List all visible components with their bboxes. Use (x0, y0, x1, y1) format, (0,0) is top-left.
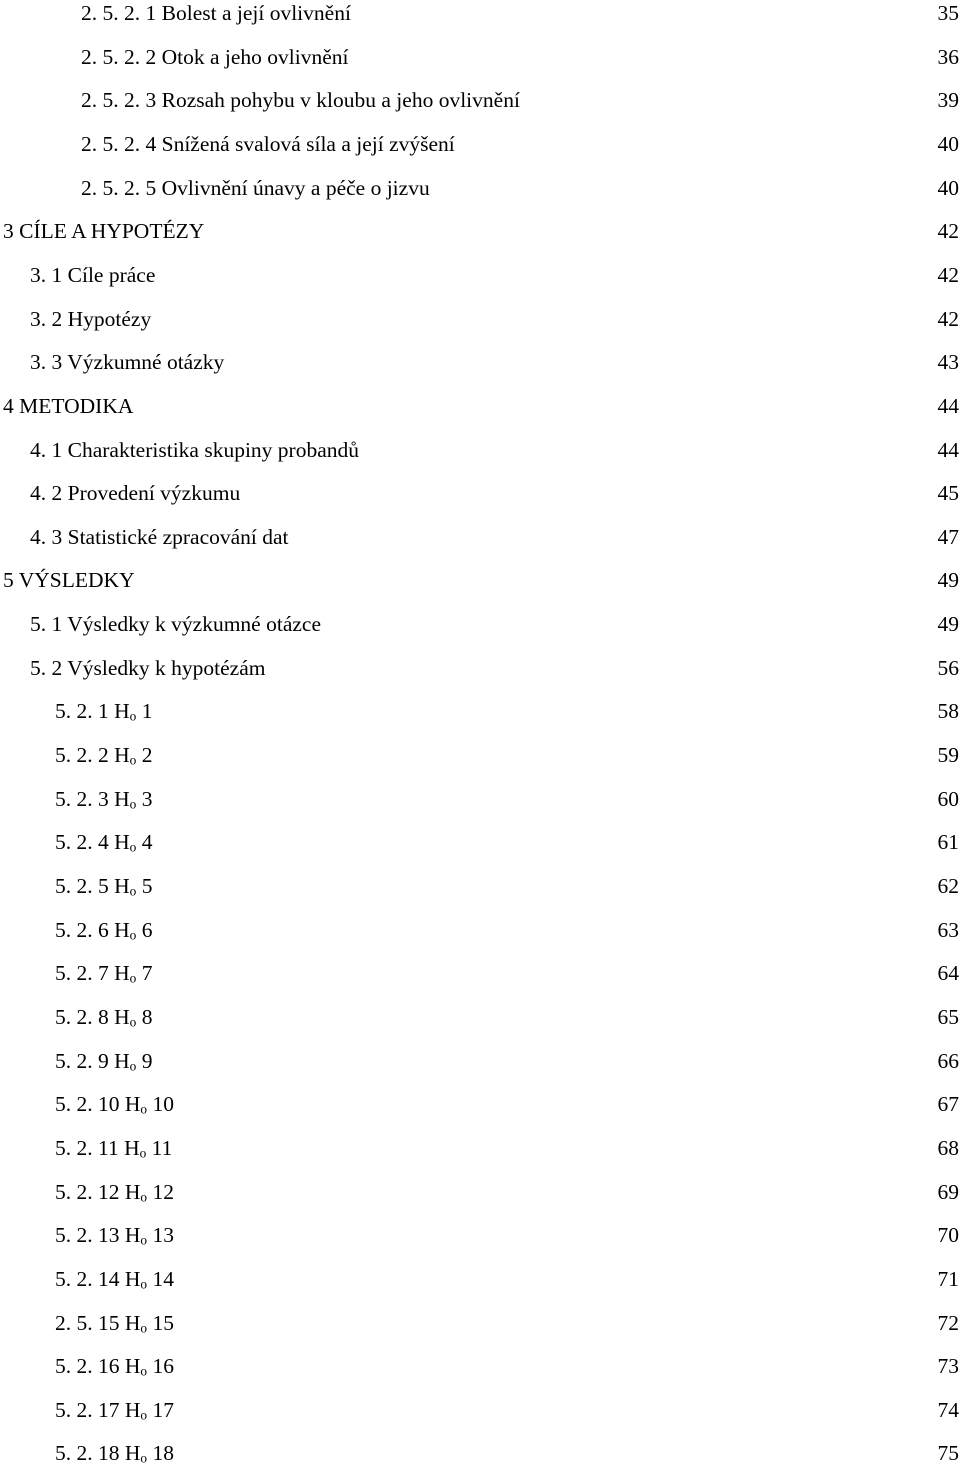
toc-entry-title: H (125, 1267, 141, 1291)
toc-entry-suffix: 14 (152, 1267, 174, 1291)
toc-entry-label (55, 912, 152, 948)
toc-entry-number: 5 (3, 568, 14, 592)
toc-entry-number: 5. 2. 17 (55, 1398, 120, 1422)
toc-page-number: 75 (938, 1435, 960, 1471)
toc-entry-number: 4. 1 (30, 438, 62, 462)
toc-entry-suffix: 4 (142, 830, 153, 854)
toc-entry-title: H (114, 1049, 130, 1073)
toc-page-number: 63 (938, 912, 960, 948)
toc-entry-label (3, 562, 135, 598)
toc-entry-suffix: 12 (152, 1180, 174, 1204)
toc-entry-label (30, 650, 266, 686)
toc-entry-number: 5. 2. 9 (55, 1049, 109, 1073)
toc-entry-label (30, 301, 151, 337)
toc-entry[interactable] (0, 868, 960, 904)
toc-entry-subscript: o (130, 709, 137, 724)
toc-page-number: 45 (938, 475, 960, 511)
toc-entry-title: Bolest a její ovlivnění (162, 1, 351, 25)
toc-entry-number: 5. 2 (30, 656, 62, 680)
toc-entry-label (81, 0, 351, 31)
toc-entry-number: 5. 2. 14 (55, 1267, 120, 1291)
toc-entry[interactable] (0, 1392, 960, 1428)
toc-entry[interactable] (0, 170, 960, 206)
toc-entry-label (55, 1130, 172, 1166)
toc-entry-suffix: 11 (152, 1136, 173, 1160)
toc-entry-number: 2. 5. 2. 3 (81, 88, 156, 112)
toc-entry-title: Provedení výzkumu (68, 481, 241, 505)
toc-page-number: 69 (938, 1174, 960, 1210)
toc-entry-number: 5. 2. 7 (55, 961, 109, 985)
toc-entry-number: 5. 2. 10 (55, 1092, 120, 1116)
toc-entry[interactable] (0, 562, 960, 598)
toc-entry-label (55, 1392, 174, 1428)
toc-page-number: 35 (938, 0, 960, 31)
toc-entry[interactable] (0, 126, 960, 162)
toc-entry-subscript: o (140, 1276, 147, 1291)
toc-page-number: 56 (938, 650, 960, 686)
toc-page-number: 42 (938, 213, 960, 249)
toc-page-number: 42 (938, 301, 960, 337)
toc-entry-number: 4 (3, 394, 14, 418)
toc-entry-label (55, 1305, 174, 1341)
toc-entry-suffix: 17 (152, 1398, 174, 1422)
toc-entry-title: H (125, 1180, 141, 1204)
toc-page-number: 73 (938, 1348, 960, 1384)
toc-entry-number: 5. 2. 3 (55, 787, 109, 811)
toc-entry-title: Statistické zpracování dat (68, 525, 289, 549)
toc-entry[interactable] (0, 1043, 960, 1079)
toc-page-number: 66 (938, 1043, 960, 1079)
toc-entry[interactable] (0, 650, 960, 686)
toc-entry-label (55, 1043, 152, 1079)
toc-entry[interactable] (0, 39, 960, 75)
toc-entry-title: H (114, 961, 130, 985)
toc-entry-label (81, 126, 455, 162)
toc-entry-subscript: o (140, 1102, 147, 1117)
toc-entry-label (81, 39, 349, 75)
toc-entry-title: H (125, 1398, 141, 1422)
toc-entry-label (3, 213, 204, 249)
toc-entry-label (3, 388, 133, 424)
toc-entry[interactable] (0, 257, 960, 293)
toc-entry[interactable] (0, 0, 960, 31)
toc-entry-suffix: 15 (152, 1311, 174, 1335)
toc-entry-title: H (114, 1005, 130, 1029)
toc-page-number: 43 (938, 344, 960, 380)
toc-entry-label (30, 606, 321, 642)
toc-page-number: 71 (938, 1261, 960, 1297)
toc-entry-label (55, 1217, 174, 1253)
toc-entry-label (55, 1174, 174, 1210)
toc-page-number: 59 (938, 737, 960, 773)
toc-entry-title: Ovlivnění únavy a péče o jizvu (162, 176, 430, 200)
toc-entry-number: 5. 2. 16 (55, 1354, 120, 1378)
toc-page-number: 40 (938, 126, 960, 162)
toc-entry-label (30, 432, 359, 468)
toc-page-number: 40 (938, 170, 960, 206)
toc-entry-title: H (125, 1311, 141, 1335)
toc-entry[interactable] (0, 606, 960, 642)
toc-entry-title: Snížená svalová síla a její zvýšení (162, 132, 455, 156)
toc-entry-label (55, 1435, 174, 1471)
toc-page-number: 65 (938, 999, 960, 1035)
toc-entry[interactable] (0, 519, 960, 555)
toc-page-number: 36 (938, 39, 960, 75)
toc-entry-label (55, 1086, 174, 1122)
toc-entry-suffix: 8 (142, 1005, 153, 1029)
toc-entry-subscript: o (130, 1058, 137, 1073)
toc-page-number: 68 (938, 1130, 960, 1166)
toc-entry-suffix: 13 (152, 1223, 174, 1247)
toc-entry[interactable] (0, 1435, 960, 1471)
toc-entry-title: H (125, 1092, 141, 1116)
toc-entry-title: VÝSLEDKY (19, 568, 135, 592)
toc-entry-subscript: o (130, 1014, 137, 1029)
toc-page-number: 67 (938, 1086, 960, 1122)
toc-entry-label (30, 475, 240, 511)
toc-page-number: 49 (938, 562, 960, 598)
toc-entry-title: Rozsah pohybu v kloubu a jeho ovlivnění (162, 88, 520, 112)
toc-entry-number: 5. 2. 8 (55, 1005, 109, 1029)
toc-entry-title: H (125, 1441, 141, 1465)
toc-entry-suffix: 10 (152, 1092, 174, 1116)
toc-entry-number: 3 (3, 219, 14, 243)
toc-entry-subscript: o (130, 796, 137, 811)
toc-entry-suffix: 7 (142, 961, 153, 985)
toc-entry-label (55, 781, 152, 817)
toc-entry[interactable] (0, 82, 960, 118)
toc-entry[interactable] (0, 1217, 960, 1253)
toc-entry-label (30, 257, 155, 293)
toc-entry-title: H (114, 874, 130, 898)
toc-entry-number: 5. 2. 5 (55, 874, 109, 898)
toc-entry-number: 5. 2. 12 (55, 1180, 120, 1204)
toc-entry[interactable] (0, 1348, 960, 1384)
toc-entry-subscript: o (140, 1145, 147, 1160)
toc-page-number: 61 (938, 824, 960, 860)
toc-entry[interactable] (0, 693, 960, 729)
toc-entry-number: 2. 5. 2. 2 (81, 45, 156, 69)
toc-entry[interactable] (0, 432, 960, 468)
toc-entry-suffix: 18 (152, 1441, 174, 1465)
toc-entry-label (55, 1261, 174, 1297)
toc-entry-subscript: o (140, 1233, 147, 1248)
toc-entry-title: Výsledky k výzkumné otázce (67, 612, 321, 636)
toc-entry-subscript: o (140, 1451, 147, 1466)
toc-entry-number: 5. 2. 13 (55, 1223, 120, 1247)
toc-entry[interactable] (0, 475, 960, 511)
toc-page-number: 64 (938, 955, 960, 991)
toc-entry[interactable] (0, 1305, 960, 1341)
toc-entry-title: H (125, 1223, 141, 1247)
toc-entry[interactable] (0, 1130, 960, 1166)
toc-entry-number: 2. 5. 15 (55, 1311, 120, 1335)
toc-entry-title: CÍLE A HYPOTÉZY (19, 219, 204, 243)
toc-entry-number: 5. 2. 2 (55, 743, 114, 767)
toc-page-number: 44 (938, 388, 960, 424)
toc-page-number: 72 (938, 1305, 960, 1341)
toc-page-number: 47 (938, 519, 960, 555)
toc-entry-subscript: o (140, 1407, 147, 1422)
toc-entry-subscript: o (130, 752, 137, 767)
toc-page-number: 60 (938, 781, 960, 817)
toc-entry[interactable] (0, 301, 960, 337)
toc-entry-title: Charakteristika skupiny probandů (68, 438, 359, 462)
toc-entry[interactable] (0, 824, 960, 860)
toc-entry[interactable] (0, 388, 960, 424)
toc-entry[interactable] (0, 737, 960, 773)
toc-entry-title: METODIKA (19, 394, 133, 418)
toc-entry[interactable] (0, 912, 960, 948)
toc-entry-title: Cíle práce (68, 263, 156, 287)
toc-entry-subscript: o (130, 971, 137, 986)
toc-entry[interactable] (0, 344, 960, 380)
toc-entry-title: H (124, 1136, 140, 1160)
toc-entry-subscript: o (140, 1320, 147, 1335)
toc-page-number: 42 (938, 257, 960, 293)
toc-entry-suffix: 1 (142, 699, 153, 723)
toc-entry-number: 4. 3 (30, 525, 62, 549)
toc-entry-number: 2. 5. 2. 5 (81, 176, 156, 200)
toc-entry-number: 3. 1 (30, 263, 62, 287)
toc-entry-subscript: o (140, 1364, 147, 1379)
toc-entry[interactable] (0, 999, 960, 1035)
toc-entry-title: H (114, 787, 130, 811)
toc-entry-number: 5. 2. 11 (55, 1136, 119, 1160)
toc-entry[interactable] (0, 1086, 960, 1122)
toc-entry-label (55, 999, 152, 1035)
toc-entry-label (55, 737, 152, 773)
toc-entry-number: 4. 2 (30, 481, 62, 505)
toc-entry-label (30, 519, 289, 555)
toc-page-number: 49 (938, 606, 960, 642)
toc-entry-label (55, 868, 152, 904)
toc-entry-title: H (114, 743, 130, 767)
toc-page-number: 74 (938, 1392, 960, 1428)
toc-page-number: 70 (938, 1217, 960, 1253)
toc-entry-suffix: 2 (142, 743, 153, 767)
toc-entry-suffix: 16 (152, 1354, 174, 1378)
toc-entry-number: 5. 1 (30, 612, 62, 636)
toc-entry-subscript: o (130, 927, 137, 942)
toc-entry-title: Otok a jeho ovlivnění (162, 45, 349, 69)
toc-entry-title: H (114, 830, 130, 854)
toc-entry-label (55, 955, 152, 991)
toc-entry-label (30, 344, 224, 380)
toc-entry-subscript: o (130, 883, 137, 898)
toc-entry-suffix: 6 (142, 918, 153, 942)
toc-entry[interactable] (0, 781, 960, 817)
toc-entry[interactable] (0, 1261, 960, 1297)
toc-entry[interactable] (0, 1174, 960, 1210)
toc-entry-title: H (125, 1354, 141, 1378)
toc-entry-number: 3. 3 (30, 350, 62, 374)
toc-entry-number: 3. 2 (30, 307, 62, 331)
toc-entry-label (55, 824, 152, 860)
toc-page-number: 62 (938, 868, 960, 904)
toc-page-number: 44 (938, 432, 960, 468)
toc-entry-suffix: 9 (142, 1049, 153, 1073)
toc-entry-number: 5. 2. 18 (55, 1441, 120, 1465)
toc-entry[interactable] (0, 955, 960, 991)
toc-entry-number: 5. 2. 6 (55, 918, 109, 942)
toc-page-number: 58 (938, 693, 960, 729)
toc-entry-suffix: 3 (142, 787, 153, 811)
toc-entry-subscript: o (130, 840, 137, 855)
toc-page-number: 39 (938, 82, 960, 118)
toc-entry-label (81, 170, 430, 206)
toc-entry-number: 5. 2. 4 (55, 830, 109, 854)
toc-entry-title: H (114, 699, 130, 723)
toc-entry-title: Výsledky k hypotézám (67, 656, 265, 680)
toc-entry-title: Výzkumné otázky (67, 350, 224, 374)
toc-entry-number: 2. 5. 2. 1 (81, 1, 156, 25)
toc-entry-label (55, 1348, 174, 1384)
toc-entry-number: 5. 2. 1 (55, 699, 109, 723)
toc-entry-label (81, 82, 520, 118)
toc-entry-title: Hypotézy (68, 307, 152, 331)
toc-entry-suffix: 5 (142, 874, 153, 898)
toc-entry-label (55, 693, 152, 729)
toc-entry[interactable] (0, 213, 960, 249)
toc-entry-title: H (114, 918, 130, 942)
toc-entry-number: 2. 5. 2. 4 (81, 132, 156, 156)
toc-entry-subscript: o (140, 1189, 147, 1204)
